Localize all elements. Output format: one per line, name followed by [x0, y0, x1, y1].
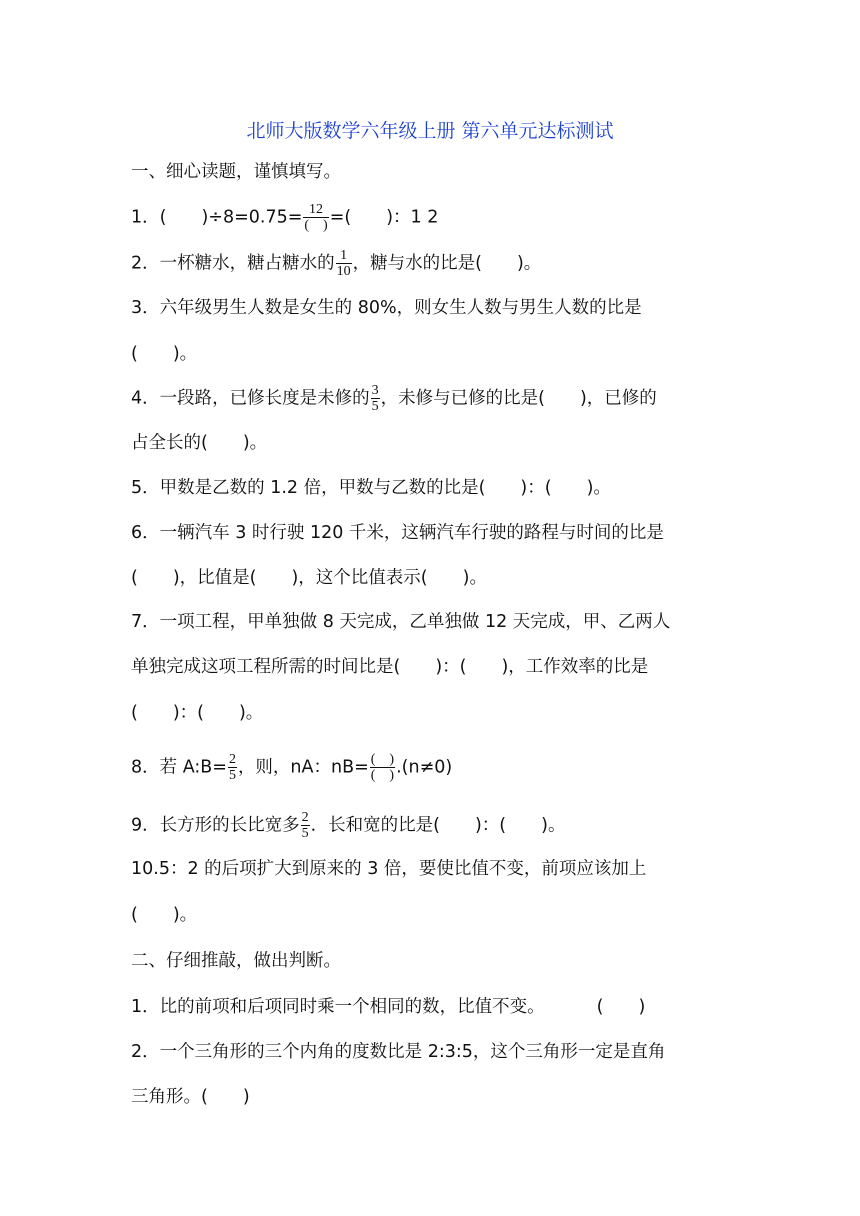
question-1-10-line2: ( )。 [131, 905, 198, 925]
section-1-heading: 一、细心读题，谨慎填写。 [131, 162, 341, 182]
question-1-1: 1．( )÷8=0.75= $\frac{12}{( )}$ =( )：1 2 [131, 202, 439, 233]
question-1-6-line2: ( )，比值是( )，这个比值表示( )。 [131, 568, 487, 588]
question-1-5: 5．甲数是乙数的 1.2 倍，甲数与乙数的比是( )：( )。 [131, 478, 611, 498]
answer-blank: ( ) [596, 997, 646, 1017]
fraction: $\frac{12}{( )}$ [304, 202, 328, 233]
question-1-8: 8．若 A:B= $\frac{2}{5}$ ，则，nA：nB= $\frac{( )}{( )}$ .(n≠0) [131, 752, 453, 783]
fraction: $\frac{2}{5}$ [301, 810, 309, 841]
question-2-2-line1: 2．一个三角形的三个内角的度数比是 2:3:5，这个三角形一定是直角 [131, 1042, 666, 1062]
fraction: $\frac{3}{5}$ [371, 383, 379, 414]
question-1-3-line1: 3．六年级男生人数是女生的 80%，则女生人数与男生人数的比是 [131, 298, 642, 318]
section-2-heading: 二、仔细推敲，做出判断。 [131, 951, 341, 971]
fraction: $\frac{1}{10}$ [336, 248, 351, 279]
question-1-7-line2: 单独完成这项工程所需的时间比是( )：( )，工作效率的比是 [131, 657, 649, 677]
fraction-blank: $\frac{( )}{( )}$ [370, 752, 395, 783]
question-1-3-line2: ( )。 [131, 344, 198, 364]
question-1-6-line1: 6．一辆汽车 3 时行驶 120 千米，这辆汽车行驶的路程与时间的比是 [131, 523, 664, 543]
question-1-4: 4．一段路，已修长度是未修的 $\frac{3}{5}$ ，未修与已修的比是( )，已修的 [131, 383, 657, 414]
question-1-7-line1: 7．一项工程，甲单独做 8 天完成，乙单独做 12 天完成，甲、乙两人 [131, 612, 671, 632]
question-1-2: 2．一杯糖水，糖占糖水的 $\frac{1}{10}$ ，糖与水的比是( )。 [131, 248, 542, 279]
question-1-9: 9．长方形的长比宽多 $\frac{2}{5}$ ．长和宽的比是( )：( )。 [131, 810, 566, 841]
question-1-7-line3: ( )：( )。 [131, 703, 264, 723]
question-2-2-line2: 三角形。( ) [131, 1087, 250, 1107]
question-1-4-line2: 占全长的( )。 [131, 433, 268, 453]
question-2-1: 1．比的前项和后项同时乘一个相同的数，比值不变。 ( ) [131, 997, 646, 1017]
page-title: 北师大版数学六年级上册 第六单元达标测试 [246, 120, 614, 142]
fraction: $\frac{2}{5}$ [228, 752, 236, 783]
question-1-10-line1: 10.5：2 的后项扩大到原来的 3 倍，要使比值不变，前项应该加上 [131, 859, 647, 879]
